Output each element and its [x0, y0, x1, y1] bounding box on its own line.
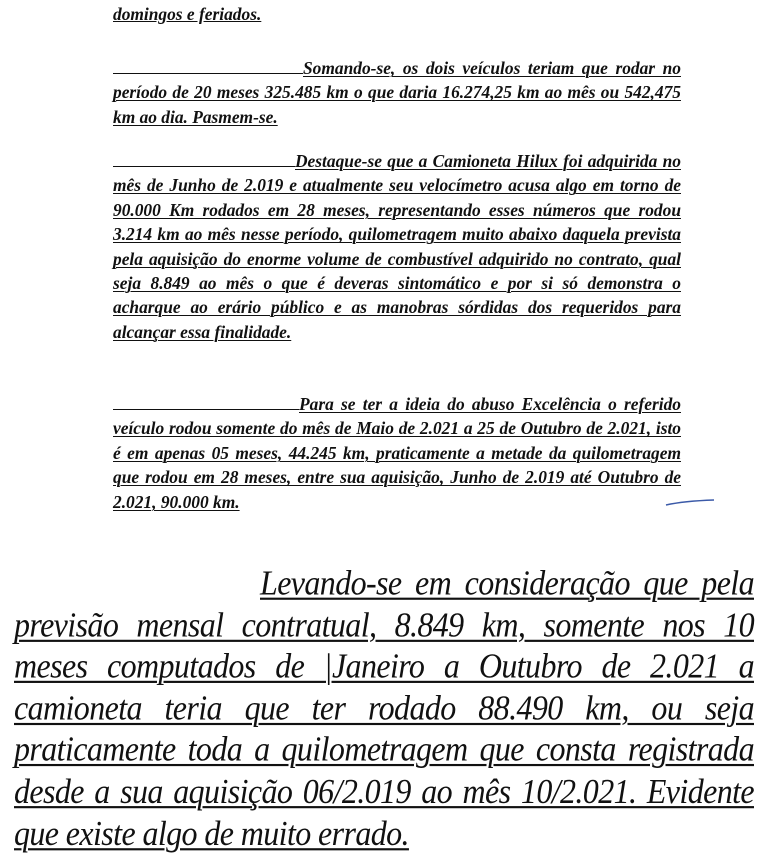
paragraph-indent-rule [113, 56, 303, 74]
paragraph-1-text: Somando-se, os dois veículos teriam que rodar no período de 20 meses 325.485 km o que daria 16.274,25 km ao mês ou 542,475 km ao dia. Pasmem-se. [113, 58, 681, 127]
top-fragment-text: domingos e feriados. [113, 4, 262, 24]
paragraph-contract-forecast [14, 562, 754, 854]
paragraph-abuse [113, 392, 681, 514]
paragraph-4-text: Levando-se em consideração que pela previsão mensal contratual, 8.849 km, somente nos 10 meses computados de |Janeiro a Outubro de 2.021 a camioneta teria que ter rodado 88.490 km, ou seja praticamente toda a quilometragem que consta registrada desde a sua aquisição 06/2.019 ao mês 10/2.021. Evidente que existe algo de muito errado. [14, 563, 754, 853]
paragraph-indent-rule [113, 149, 295, 167]
paragraph-3-text: Para se ter a ideia do abuso Excelência o referido veículo rodou somente do mês de Maio de 2.021 a 25 de Outubro de 2.021, isto é em apenas 05 meses, 44.245 km, praticamente a metade da quilometragem que rodou em 28 meses, entre sua aquisição, Junho de 2.019 até Outubro de 2.021, 90.000 km. [113, 394, 681, 512]
paragraph-indent-rule [113, 392, 299, 410]
paragraph-hilux [113, 149, 681, 344]
pen-stroke-mark [664, 498, 716, 508]
paragraph-sum-vehicles [113, 56, 681, 129]
paragraph-2-text: Destaque-se que a Camioneta Hilux foi adquirida no mês de Junho de 2.019 e atualmente seu velocímetro acusa algo em torno de 90.000 Km rodados em 28 meses, representando esses números que rodou 3.214 km ao mês nesse período, quilometragem muito abaixo daquela prevista pela aquisição do enorme volume de combustível adquirido no contrato, qual seja 8.849 ao mês o que é deveras sintomático e por si só demonstra o acharque ao erário público e as manobras sórdidas dos requeridos para alcançar essa finalidade. [113, 151, 681, 342]
